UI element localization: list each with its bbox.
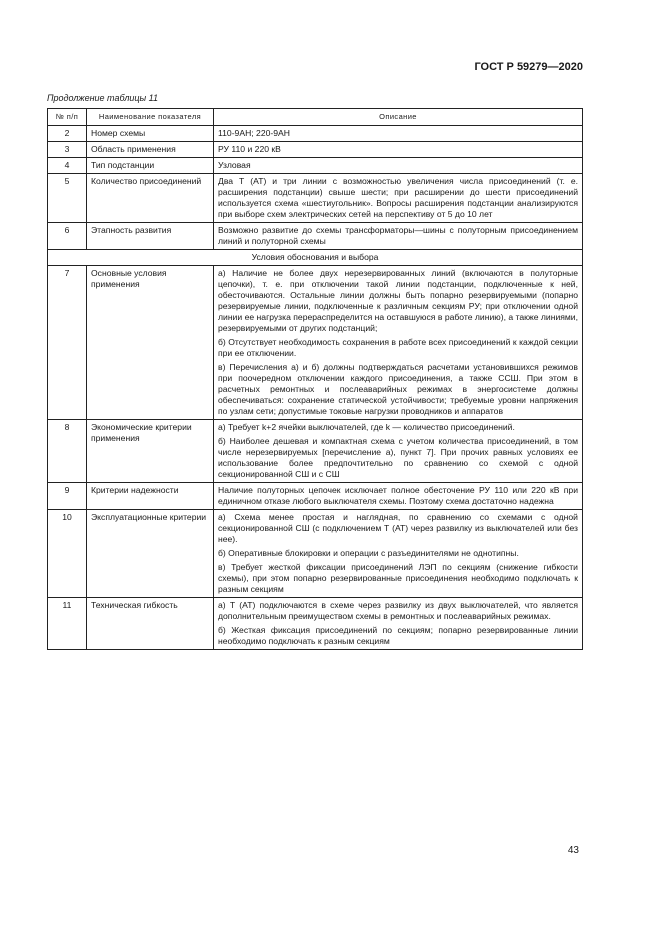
indicator-description (214, 265, 583, 419)
row-number: 3 (48, 141, 87, 157)
description-paragraph: 110-9АН; 220-9АН (218, 127, 290, 138)
description-paragraph: Узловая (218, 159, 251, 170)
indicator-name: Номер схемы (87, 125, 214, 141)
description-paragraph: а) Наличие не более двух нерезервированных линий (включаются в полуторные цепочки), т. е. при отключении такой линии подстанции, подключенные к ней, обесточиваются. Остальные линии должны быть попарно резервируемыми (попарно резервируемые линии, подключенные к различным секциям РУ; при отключении одной линии ее нагрузка перераспределится на оставшуюся в работе линию), а также линиями, резервируемыми от других подстанций; (218, 267, 578, 333)
document-code: ГОСТ Р 59279—2020 (474, 61, 583, 73)
table-row (48, 597, 583, 649)
description-paragraph: б) Наиболее дешевая и компактная схема с учетом количества присоединений, в том числе нерезервируемых [перечисление а), пункт 7]. При прочих равных условиях ее использование более предпочтительно по сравнению со схемой с одной секционированной СШ и с СШ (218, 435, 578, 479)
indicator-name: Этапность развития (87, 222, 214, 249)
table-row (48, 125, 583, 141)
row-number: 9 (48, 482, 87, 509)
indicator-description (214, 597, 583, 649)
indicator-description (214, 125, 583, 141)
indicator-description (214, 509, 583, 597)
indicator-description (214, 141, 583, 157)
description-paragraph: а) Т (АТ) подключаются в схеме через развилку из двух выключателей, что является дополнительным преимуществом схемы в ремонтных и послеаварийных режимах. (218, 599, 578, 621)
description-paragraph: РУ 110 и 220 кВ (218, 143, 281, 154)
indicator-name: Техническая гибкость (87, 597, 214, 649)
indicator-name: Количество присоединений (87, 173, 214, 222)
table-caption: Продолжение таблицы 11 (47, 93, 159, 103)
indicator-description (214, 419, 583, 482)
description-paragraph: б) Жесткая фиксация присоединений по секциям; попарно резервированные линии необходимо подключать к разным секциям (218, 624, 578, 646)
description-paragraph: а) Схема менее простая и наглядная, по сравнению со схемами с одной секционированной СШ (с подключением Т (АТ) через развилку из выключателей или без нее). (218, 511, 578, 544)
description-paragraph: б) Отсутствует необходимость сохранения в работе всех присоединений к каждой секции при ее отключении. (218, 336, 578, 358)
row-number: 6 (48, 222, 87, 249)
table-body (48, 125, 583, 649)
page-number: 43 (567, 845, 579, 856)
table-row (48, 141, 583, 157)
description-paragraph: в) Перечисления а) и б) должны подтверждаться расчетами установившихся режимов при поочередном отключении каждого присоединения, а также ССШ. При этом в расчетных ремонтных и послеаварийных режимах в энергосистеме должны обеспечиваться: сохранение статической устойчивости; требуемые уровни напряжения по узлам сети; допустимые токовые нагрузки проводников и аппаратов (218, 361, 578, 416)
description-paragraph: б) Оперативные блокировки и операции с разъединителями не однотипны. (218, 547, 519, 558)
description-paragraph: Возможно развитие до схемы трансформаторы—шины с полуторным присоединением линий и полуторной схемы (218, 224, 578, 246)
table-row (48, 157, 583, 173)
indicator-description (214, 482, 583, 509)
indicator-name: Эксплуатационные критерии (87, 509, 214, 597)
table-row (48, 222, 583, 249)
row-number: 10 (48, 509, 87, 597)
section-row (48, 249, 583, 265)
indicator-description (214, 222, 583, 249)
description-paragraph: а) Требует k+2 ячейки выключателей, где k — количество присоединений. (218, 421, 515, 432)
row-number: 2 (48, 125, 87, 141)
indicator-name: Экономические критерии применения (87, 419, 214, 482)
indicator-description (214, 173, 583, 222)
indicator-description (214, 157, 583, 173)
column-header-description: Описание (214, 109, 583, 126)
table-row (48, 419, 583, 482)
table-row (48, 509, 583, 597)
column-header-name: Наименование показателя (87, 109, 214, 126)
row-number: 7 (48, 265, 87, 419)
table-row (48, 173, 583, 222)
description-paragraph: в) Требует жесткой фиксации присоединений ЛЭП по секциям (снижение гибкости схемы), при этом попарно резервированные присоединения необходимо подключать к разным секциям (218, 561, 578, 594)
column-header-number: № п/п (48, 109, 87, 126)
indicator-name: Критерии надежности (87, 482, 214, 509)
table-row (48, 265, 583, 419)
table-row (48, 482, 583, 509)
row-number: 11 (48, 597, 87, 649)
indicator-name: Основные условия применения (87, 265, 214, 419)
indicator-name: Тип подстанции (87, 157, 214, 173)
row-number: 8 (48, 419, 87, 482)
description-paragraph: Два Т (АТ) и три линии с возможностью увеличения числа присоединений (т. е. расширения подстанции) свыше шести; при расширении до шести присоединений используется схема «шестиугольник». Вопросы расширения подстанции анализируются при выборе схем электрических сетей на перспективу от 5 до 10 лет (218, 175, 578, 219)
section-title: Условия обоснования и выбора (48, 249, 583, 265)
indicator-name: Область применения (87, 141, 214, 157)
row-number: 5 (48, 173, 87, 222)
table-header-row (48, 109, 583, 126)
row-number: 4 (48, 157, 87, 173)
description-paragraph: Наличие полуторных цепочек исключает полное обесточение РУ 110 или 220 кВ при единичном отказе любого выключателя схемы. Поэтому схема достаточно надежна (218, 484, 578, 506)
spec-table (47, 108, 583, 650)
